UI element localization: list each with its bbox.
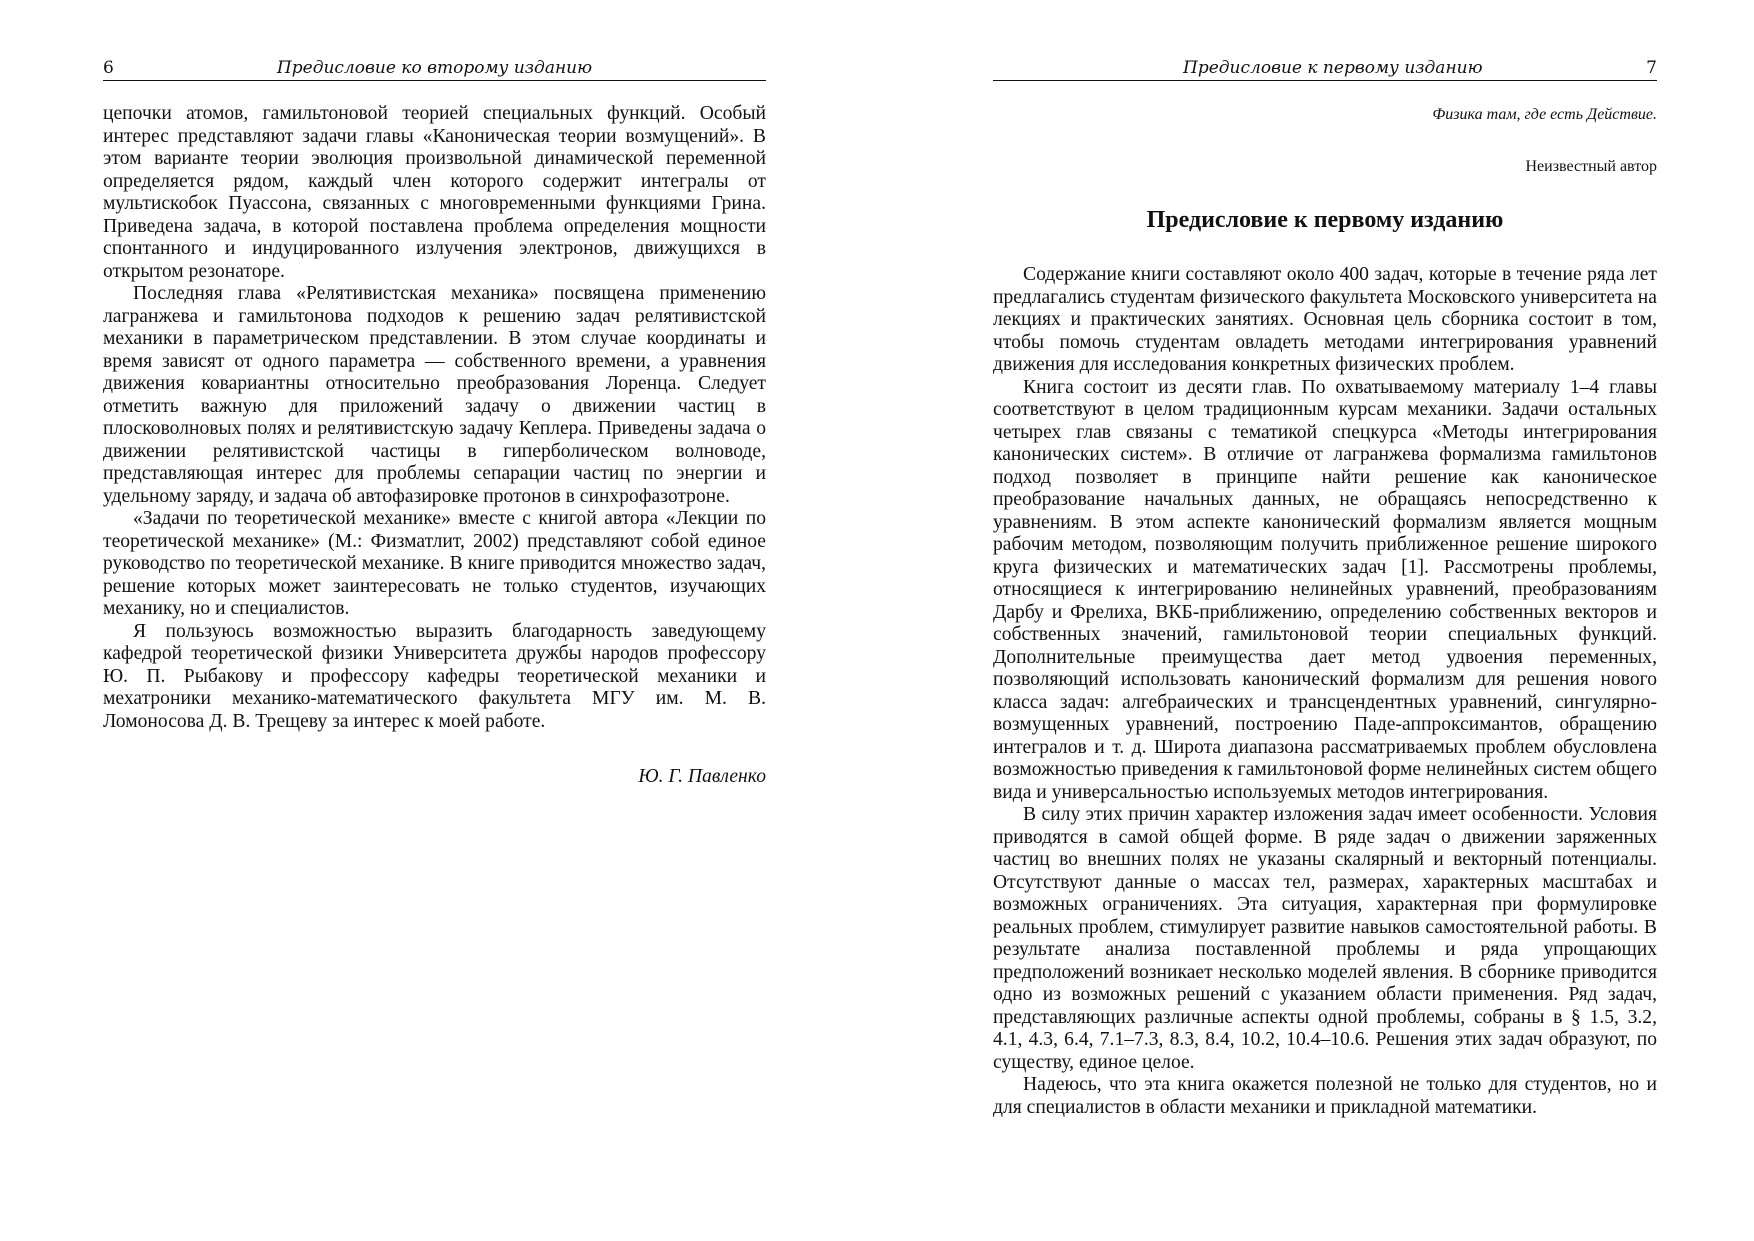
right-page (993, 0, 1657, 1241)
epigraph: Физика там, где есть Действие. (1432, 106, 1657, 123)
left-body-text (103, 103, 766, 733)
left-paragraph-4: Я пользуюсь возможностью выразить благодарность заведующему кафедрой теоретической физики Университета дружбы народов профессору Ю. П. Рыбакову и профессору кафедры теоретической механики и мехатроники механико-математического факультета МГУ им. М. В. Ломоносова Д. В. Трещеву за интерес к моей работе. (103, 620, 766, 732)
right-running-head-title: Предисловие к первому изданию (1183, 58, 1483, 78)
preface-title: Предисловие к первому изданию (1146, 207, 1504, 233)
left-running-head (103, 56, 766, 81)
author-signature: Ю. Г. Павленко (638, 766, 766, 787)
right-paragraph-4: Надеюсь, что эта книга окажется полезной не только для студентов, но и для специалистов в области механики и прикладной математики. (993, 1074, 1657, 1118)
right-paragraph-1: Содержание книги составляют около 400 задач, которые в течение ряда лет предлагались студентам физического факультета Московского университета на лекциях и практических занятиях. Основная цель сборника состоит в том, чтобы помочь студентам овладеть методами интегрирования уравнений движения для исследования конкретных физических проблем. (993, 264, 1657, 375)
left-paragraph-1: цепочки атомов, гамильтоновой теорией специальных функций. Особый интерес представляют задачи главы «Каноническая теории возмущений». В этом варианте теории эволюция произвольной динамической переменной определяется рядом, каждый член которого содержит интегралы от мультискобок Пуассона, связанных с многовременными функциями Грина. Приведена задача, в которой поставлена проблема определения мощности спонтанного и индуцированного излучения электронов, движущихся в открытом резонаторе. (103, 103, 766, 282)
left-paragraph-3: «Задачи по теоретической механике» вместе с книгой автора «Лекции по теоретической механике» (М.: Физматлит, 2002) представляют собой единое руководство по теоретической механике. В книге приводится множество задач, решение которых может заинтересовать не только студентов, изучающих механику, но и специалистов. (103, 508, 766, 619)
right-running-head (993, 56, 1657, 81)
right-page-number: 7 (1646, 58, 1657, 78)
left-page-number: 6 (103, 58, 114, 78)
epigraph-author: Неизвестный автор (1525, 158, 1657, 175)
right-body-text (993, 264, 1657, 1119)
left-paragraph-2: Последняя глава «Релятивистская механика» посвящена применению лагранжева и гамильтонова подходов к решению задач релятивистской механики в параметрическом представлении. В этом случае координаты и время зависят от одного параметра — собственного времени, а уравнения движения ковариантны относительно преобразования Лоренца. Следует отметить важную для приложений задачу о движении частиц в плосковолновых полях и релятивистскую задачу Кеплера. Приведены задача о движении релятивистской частицы в гиперболическом волноводе, представляющая интерес для проблемы сепарации частиц по энергии и удельному заряду, и задача об автофазировке протонов в синхрофазотроне. (103, 283, 766, 507)
right-paragraph-2: Книга состоит из десяти глав. По охватываемому материалу 1–4 главы соответствуют в целом традиционным курсам механики. Задачи остальных четырех глав связаны с тематикой спецкурса «Методы интегрирования канонических систем». В отличие от лагранжева формализма гамильтонов подход позволяет в принципе найти решение как каноническое преобразование начальных данных, не обращаясь непосредственно к уравнениям. В этом аспекте канонический формализм является мощным рабочим методом, позволяющим получить приближенное решение широкого круга физических и математических задач [1]. Рассмотрены проблемы, относящиеся к интегрированию нелинейных уравнений, преобразованиям Дарбу и Фрелиха, ВКБ-приближению, определению собственных векторов и собственных значений, гамильтоновой теории специальных функций. Дополнительные преимущества дает метод удвоения переменных, позволяющий использовать канонический формализм для решения нового класса задач: алгебраических и трансцендентных уравнений, сингулярно-возмущенных уравнений, построению Паде-аппроксимантов, обращению интегралов и т. д. Широта диапазона рассматриваемых проблем обусловлена возможностью приведения к гамильтоновой форме нелинейных систем общего вида и универсальностью используемых методов интегрирования. (993, 376, 1657, 803)
left-running-head-title: Предисловие ко второму изданию (276, 58, 593, 78)
left-page (103, 0, 766, 1241)
right-paragraph-3: В силу этих причин характер изложения задач имеет особенности. Условия приводятся в самой общей форме. В ряде задач о движении заряженных частиц во внешних полях не указаны скалярный и векторный потенциалы. Отсутствуют данные о массах тел, размерах, характерных масштабах и возможных ограничениях. Эта ситуация, характерная при формулировке реальных проблем, стимулирует развитие навыков самостоятельной работы. В результате анализа поставленной проблемы и ряда упрощающих предположений возникает несколько моделей явления. В сборнике приводится одно из возможных решений с указанием области применения. Ряд задач, представляющих различные аспекты одной проблемы, собраны в § 1.5, 3.2, 4.1, 4.3, 6.4, 7.1–7.3, 8.3, 8.4, 10.2, 10.4–10.6. Решения этих задач образуют, по существу, единое целое. (993, 804, 1657, 1073)
